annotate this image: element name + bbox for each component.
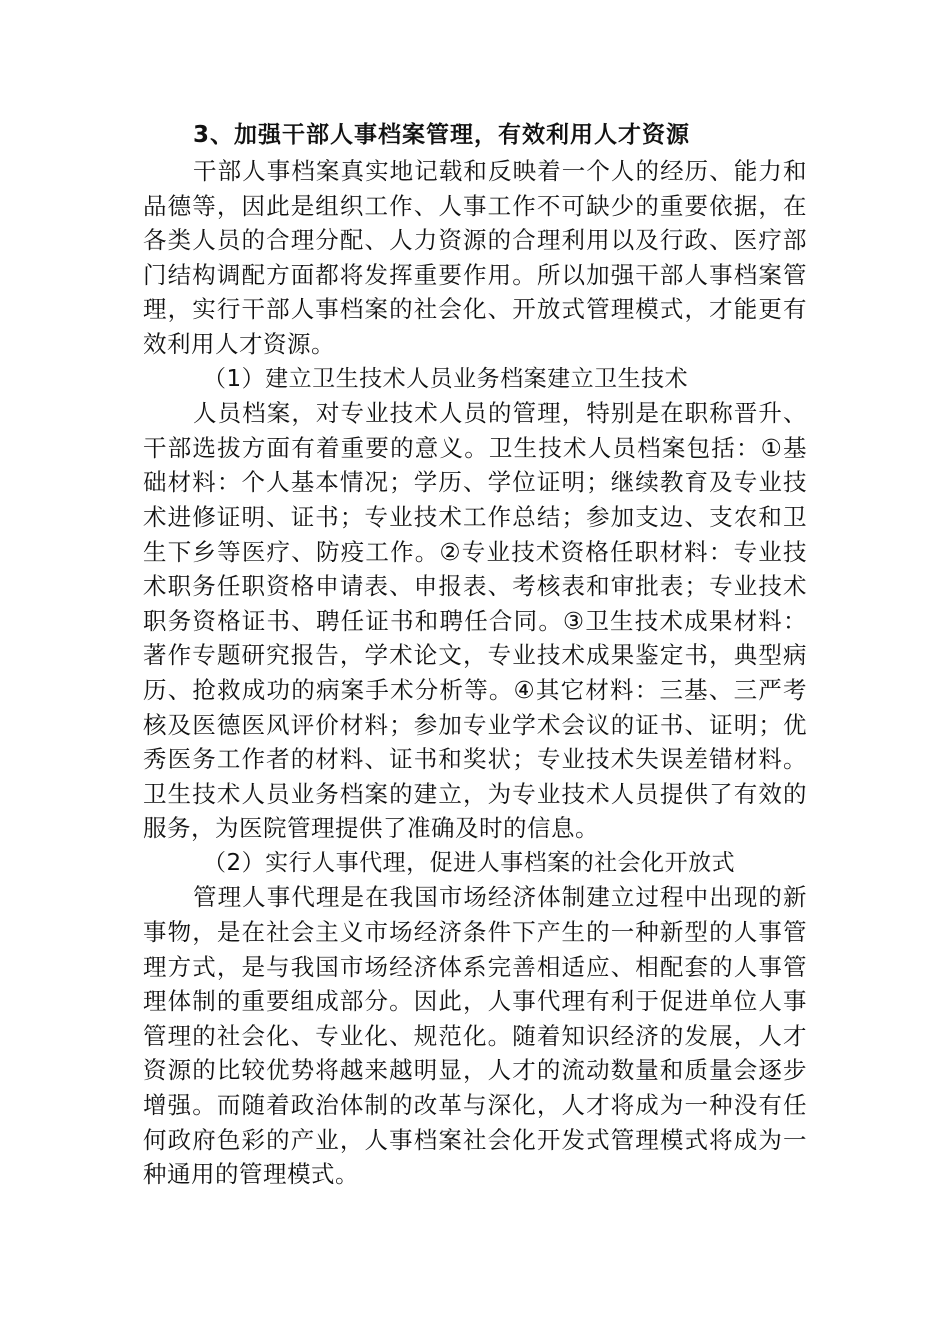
paragraph-archives: 人员档案，对专业技术人员的管理，特别是在职称晋升、干部选拔方面有着重要的意义。卫生技术人员档案包括：①基础材料：个人基本情况；学历、学位证明；继续教育及专业技术进修证明、证书；专业技术工作总结；参加支边、支农和卫生下乡等医疗、防疫工作。②专业技术资格任职材料：专业技术职务任职资格申请表、申报表、考核表和审批表；专业技术职务资格证书、聘任证书和聘任合同。③卫生技术成果材料：著作专题研究报告，学术论文，专业技术成果鉴定书，典型病历、抢救成功的病案手术分析等。④其它材料：三基、三严考核及医德医风评价材料；参加专业学术会议的证书、证明；优秀医务工作者的材料、证书和奖状；专业技术失误差错材料。卫生技术人员业务档案的建立，为专业技术人员提供了有效的服务，为医院管理提供了准确及时的信息。 bbox=[143, 399, 807, 843]
section-heading: 3、加强干部人事档案管理，有效利用人才资源 bbox=[193, 122, 691, 148]
document-page bbox=[143, 116, 807, 1192]
paragraph-agency: 管理人事代理是在我国市场经济体制建立过程中出现的新事物，是在社会主义市场经济条件下产生的一种新型的人事管理方式，是与我国市场经济体系完善相适应、相配套的人事管理体制的重要组成部分。因此，人事代理有利于促进单位人事管理的社会化、专业化、规范化。随着知识经济的发展，人才资源的比较优势将越来越明显，人才的流动数量和质量会逐步增强。而随着政治体制的改革与深化，人才将成为一种没有任何政府色彩的产业，人事档案社会化开发式管理模式将成为一种通用的管理模式。 bbox=[143, 883, 807, 1189]
subheading-2: （2）实行人事代理，促进人事档案的社会化开放式 bbox=[203, 849, 736, 876]
subheading-1: （1）建立卫生技术人员业务档案建立卫生技术 bbox=[203, 365, 689, 392]
paragraph-intro: 干部人事档案真实地记载和反映着一个人的经历、能力和品德等，因此是组织工作、人事工作不可缺少的重要依据，在各类人员的合理分配、人力资源的合理利用以及行政、医疗部门结构调配方面都将发挥重要作用。所以加强干部人事档案管理，实行干部人事档案的社会化、开放式管理模式，才能更有效利用人才资源。 bbox=[143, 157, 807, 358]
